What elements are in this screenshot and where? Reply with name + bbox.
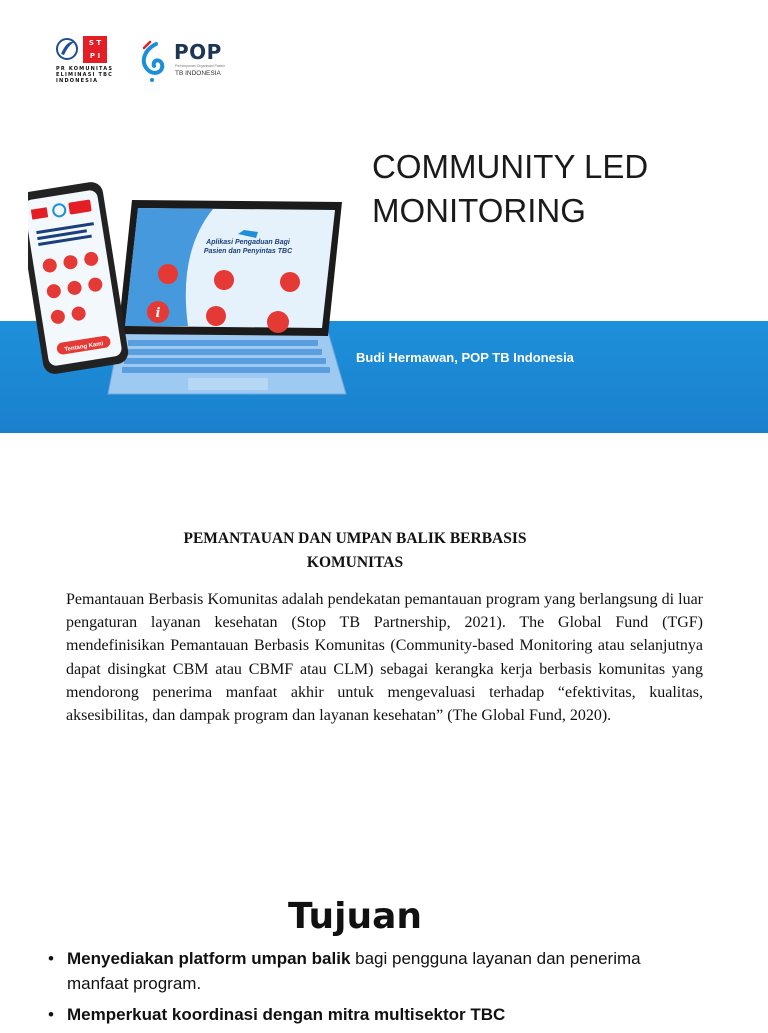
phone-about-button: Tentang Kami [64,341,104,354]
pop-tagline: Perhimpunan Organisasi Pasien [175,64,226,68]
doc-heading [100,527,610,575]
svg-text:i: i [155,306,161,321]
bullet-bold: Memperkuat koordinasi dengan mitra multisektor TBC [67,1005,506,1024]
laptop [108,200,346,394]
pop-name: POP [174,40,222,64]
pop-subtitle: TB INDONESIA [175,70,221,77]
pop-emblem-icon [136,40,172,84]
bullet-bold: Menyediakan platform umpan balik [67,949,351,968]
tujuan-title: Tujuan [287,896,423,937]
app-menu-icon [206,306,226,326]
phone [28,182,130,376]
app-menu-icon [214,270,234,290]
app-device-mockup [28,182,358,397]
app-menu-icon [267,311,289,333]
laptop-heading-1: Aplikasi Pengaduan Bagi [206,239,290,246]
doc-heading-line-2: KOMUNITAS [306,554,404,571]
laptop-heading-2: Pasien dan Penyintas TBC [203,248,293,255]
doc-paragraph: Pemantauan Berbasis Komunitas adalah pendekatan pemantauan program yang berlangsung di luar pengaturan layanan kesehatan (Stop TB Partnership, 2021). The Global Fund (TGF) mendefinisikan Pemantauan Berbasis Komunitas (Community-based Monitoring atau selanjutnya dapat disingkat CBM atau CBMF atau CLM) sebagai kerangka kerja berbasis komunitas yang mendorong penerima manfaat akhir untuk mengevaluasi terhadap “efektivitas, kualitas, aksesibilitas, dan dampak program dan layanan kesehatan” (The Global Fund, 2020). [66,591,703,725]
svg-text:S T: S T [88,39,102,47]
stpi-emblem-icon [56,36,108,64]
title-line-1: COMMUNITY LED [372,148,649,185]
app-menu-icon [280,272,300,292]
pop-logo [136,40,236,84]
bullet-text: bagi pengguna layanan dan penerima manfaat program. [67,949,641,993]
svg-text:P I: P I [89,52,101,60]
title-line-2: MONITORING [372,192,586,229]
stpi-subtitle: PR KOMUNITAS ELIMINASI TBC INDONESIA [56,66,114,84]
app-menu-icon [158,264,178,284]
presenter-name: Budi Hermawan, POP TB Indonesia [356,350,574,365]
list-item [48,1002,688,1027]
tujuan-list [48,946,688,1033]
slide-title [372,145,752,233]
stpi-logo [52,36,114,86]
doc-heading-line-1: PEMANTAUAN DAN UMPAN BALIK BERBASIS [183,530,527,547]
list-item [48,946,688,996]
